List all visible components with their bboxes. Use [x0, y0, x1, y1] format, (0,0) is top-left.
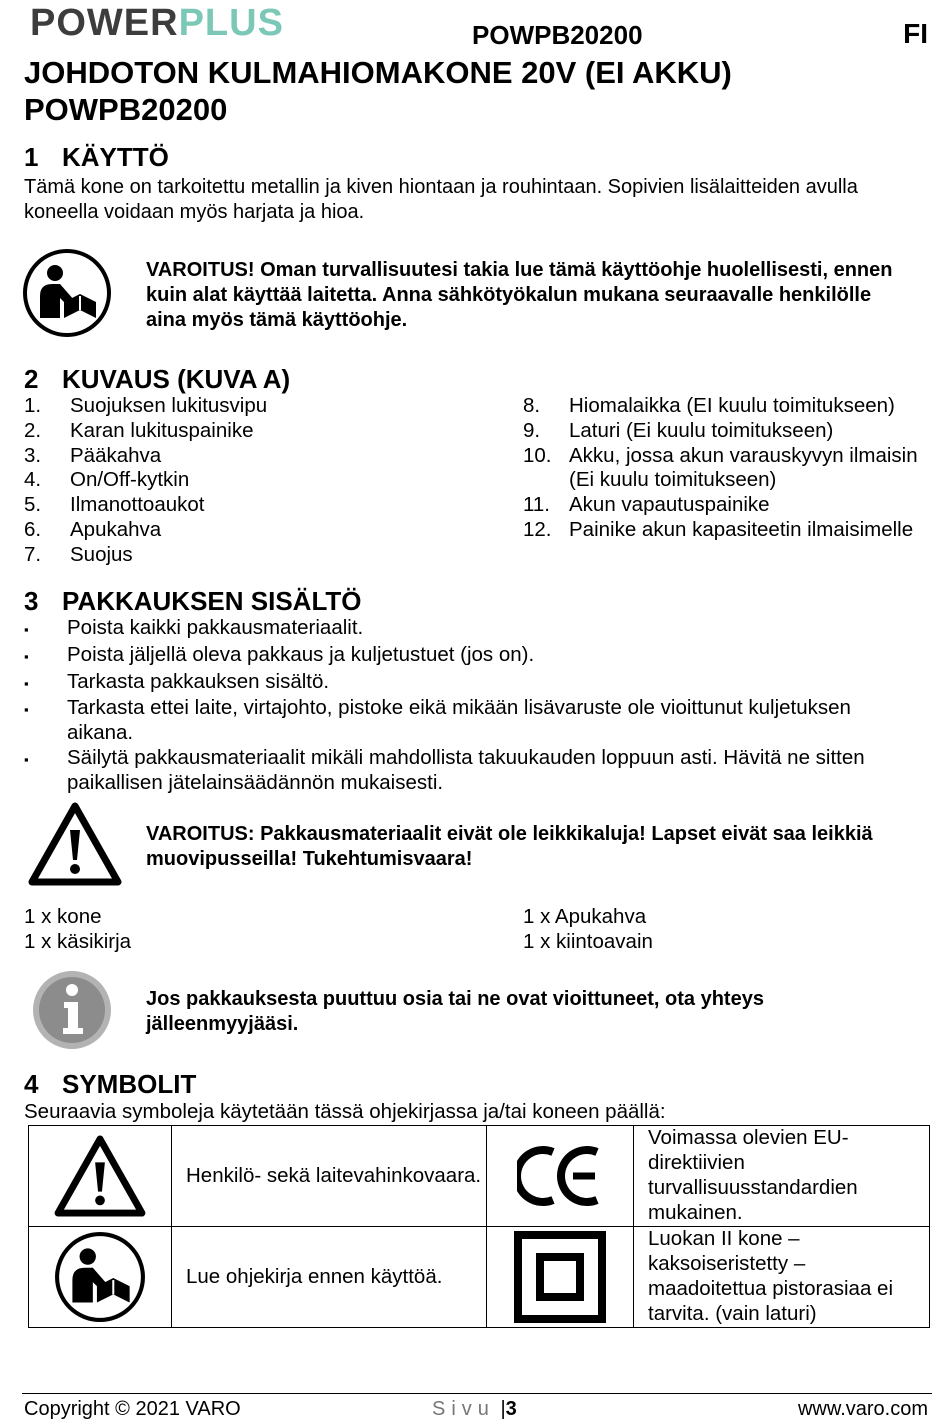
symbols-table — [28, 1125, 930, 1328]
list-item-text: Akku, jossa akun varauskyvyn ilmaisin (Ei kuulu toimitukseen) — [569, 443, 918, 492]
class-ii-icon — [514, 1264, 606, 1287]
contents-left: 1 x kone 1 x käsikirja — [24, 905, 132, 953]
section-4-heading: 4 SYMBOLIT — [24, 1069, 197, 1099]
list-item — [24, 444, 494, 469]
list-item-number: 12. — [523, 517, 552, 541]
list-item-number: 9. — [523, 418, 541, 442]
footer-page: Sivu |3 — [432, 1398, 517, 1420]
list-item — [24, 643, 914, 670]
bullet-icon: ▪ — [24, 648, 29, 664]
list-item — [24, 493, 494, 518]
page-title: JOHDOTON KULMAHIOMAKONE 20V (EI AKKU) POWPB20200 — [24, 55, 732, 127]
list-item-text: Tarkasta pakkauksen sisältö. — [67, 669, 330, 693]
list-item-text: Karan lukituspainike — [70, 418, 254, 442]
list-item — [523, 419, 923, 444]
list-item-text: Ilmanottoaukot — [70, 493, 205, 517]
list-item — [24, 696, 914, 746]
section-1-heading: 1 KÄYTTÖ — [24, 142, 169, 172]
symbol-icon-cell — [487, 1227, 634, 1328]
info-text: Jos pakkauksesta puuttuu osia tai ne ovat vioittuneet, ota yhteys jälleenmyyjääsi. — [146, 988, 764, 1035]
list-item-number: 7. — [24, 542, 42, 566]
footer-website: www.varo.com — [797, 1398, 928, 1420]
list-item — [24, 468, 494, 493]
list-item — [24, 543, 494, 568]
list-item-text: Laturi (Ei kuulu toimitukseen) — [569, 418, 834, 442]
list-item-text: Akun vapautuspainike — [569, 493, 770, 517]
list-item — [24, 518, 494, 543]
list-item-number: 11. — [523, 493, 550, 517]
list-item — [24, 419, 494, 444]
list-item-text: Hiomalaikka (EI kuulu toimitukseen) — [569, 394, 895, 417]
bullet-icon: ▪ — [24, 702, 29, 718]
list-item-text: Apukahva — [70, 517, 162, 541]
symbol-icon-cell — [487, 1126, 634, 1227]
contents-right: 1 x Apukahva 1 x kiintoavain — [523, 905, 653, 953]
symbols-intro: Seuraavia symboleja käytetään tässä ohjekirjassa ja/tai koneen päällä: — [24, 1100, 666, 1123]
description-list-right — [523, 394, 923, 543]
list-item-number: 8. — [523, 394, 541, 417]
bullet-icon: ▪ — [24, 622, 29, 637]
list-item-text: Pääkahva — [70, 443, 162, 467]
list-item-text: Suojuksen lukitusvipu — [70, 394, 268, 417]
read-manual-icon — [54, 1264, 146, 1287]
list-item-text: Säilytä pakkausmateriaalit mikäli mahdollista takuukauden loppuun asti. Hävitä ne sitten paikallisen jätelainsäädännön mukaisesti. — [67, 745, 865, 794]
language-code: FI — [903, 18, 928, 49]
list-item-number: 5. — [24, 493, 42, 517]
symbol-icon-cell — [29, 1227, 172, 1328]
list-item-number: 1. — [24, 394, 42, 417]
symbol-icon-cell — [29, 1126, 172, 1227]
list-item — [24, 616, 914, 643]
ce-mark-icon — [517, 1163, 603, 1186]
bullet-icon: ▪ — [24, 675, 29, 691]
symbol-text: Voimassa olevien EU-direktiivien turvallisuusstandardien mukainen. — [634, 1126, 930, 1227]
list-item-text: Tarkasta ettei laite, virtajohto, pistoke eikä mikään lisävaruste ole vioittunut kuljetuksen aikana. — [67, 696, 851, 745]
model-number: POWPB20200 — [472, 20, 643, 50]
table-row — [29, 1227, 930, 1328]
list-item-number: 6. — [24, 517, 42, 541]
list-item-text: Suojus — [70, 542, 133, 566]
list-item-text: Poista kaikki pakkausmateriaalit. — [67, 616, 364, 639]
list-item-number: 2. — [24, 418, 42, 442]
list-item-text: On/Off-kytkin — [70, 468, 190, 492]
list-item-text: Painike akun kapasiteetin ilmaisimelle — [569, 517, 914, 541]
list-item — [24, 670, 914, 697]
brand-logo: POWERPLUS — [30, 2, 284, 44]
list-item — [523, 394, 923, 419]
section-2-heading: 2 KUVAUS (KUVA A) — [24, 364, 291, 394]
unpacking-list — [24, 616, 914, 796]
footer-copyright: Copyright © 2021 VARO — [24, 1398, 241, 1420]
list-item-number: 4. — [24, 468, 42, 492]
read-manual-icon — [22, 248, 112, 338]
bullet-icon: ▪ — [24, 751, 29, 767]
list-item — [523, 444, 923, 494]
section-3-heading: 3 PAKKAUKSEN SISÄLTÖ — [24, 586, 362, 616]
section-1-warning: VAROITUS! Oman turvallisuutesi takia lue tämä käyttöohje huolellisesti, ennen kuin alat käyttää laitetta. Anna sähkötyökalun mukana seuraavalle henkilölle aina myös tämä käyttöohje. — [146, 259, 893, 331]
table-row — [29, 1126, 930, 1227]
list-item — [523, 518, 923, 543]
list-item — [523, 493, 923, 518]
symbol-text: Luokan II kone – kaksoiseristetty – maadoitettua pistorasiaa ei tarvita. (vain laturi) — [634, 1227, 930, 1328]
list-item-text: Poista jäljellä oleva pakkaus ja kuljetustuet (jos on). — [67, 642, 535, 666]
description-list-left — [24, 394, 494, 568]
warning-triangle-icon — [53, 1163, 147, 1186]
symbol-text: Lue ohjekirja ennen käyttöä. — [172, 1227, 487, 1328]
info-icon — [32, 970, 112, 1050]
section-3-warning: VAROITUS: Pakkausmateriaalit eivät ole leikkikaluja! Lapset eivät saa leikkiä muovipusseilla! Tukehtumisvaara! — [146, 823, 873, 870]
warning-triangle-icon — [28, 802, 122, 886]
section-1-text: Tämä kone on tarkoitettu metallin ja kiven hiontaan ja rouhintaan. Sopivien lisälaitteiden avulla koneella voidaan myös harjata ja hioa. — [24, 176, 858, 223]
list-item-number: 3. — [24, 443, 42, 467]
list-item-number: 10. — [523, 443, 552, 467]
footer-divider — [22, 1393, 932, 1394]
list-item — [24, 394, 494, 419]
symbol-text: Henkilö- sekä laitevahinkovaara. — [172, 1126, 487, 1227]
list-item — [24, 746, 914, 796]
